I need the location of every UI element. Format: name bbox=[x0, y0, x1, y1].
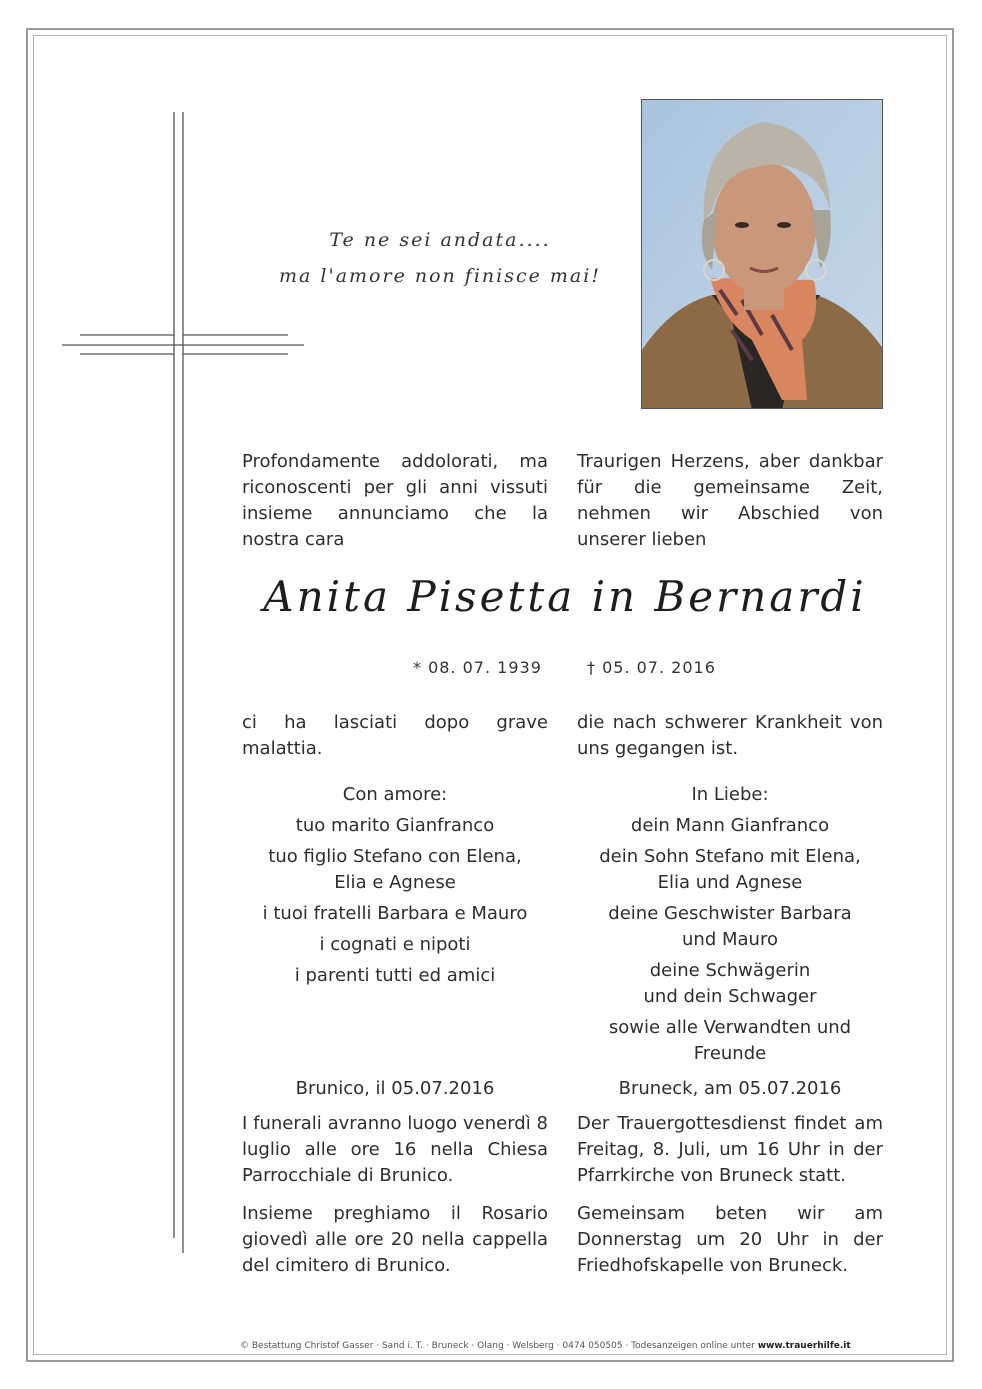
mourners-it bbox=[242, 782, 548, 989]
mourner-line: sowie alle Verwandten und bbox=[608, 1017, 852, 1038]
mourner-line: deine Geschwister Barbara bbox=[608, 903, 852, 924]
motto-line-2: ma l'amore non finisce mai! bbox=[279, 265, 601, 287]
mourner-line: und Mauro bbox=[682, 929, 778, 950]
passing-it: ci ha lasciati dopo grave malattia. bbox=[242, 712, 548, 759]
birth-date: * 08. 07. 1939 bbox=[413, 658, 542, 677]
mourner-line: Elia und Agnese bbox=[657, 872, 803, 893]
rosary-de: Gemeinsam beten wir am Donnerstag um 20 Uhr in der Friedhofskapelle von Bruneck. bbox=[577, 1203, 883, 1276]
death-date: † 05. 07. 2016 bbox=[587, 658, 716, 677]
mourner-line: i parenti tutti ed amici bbox=[294, 965, 496, 986]
place-date-it: Brunico, il 05.07.2016 bbox=[295, 1078, 495, 1099]
mourners-de bbox=[577, 782, 883, 1067]
mourner-line: i tuoi fratelli Barbara e Mauro bbox=[262, 903, 528, 924]
motto-line-1: Te ne sei andata.... bbox=[329, 229, 551, 251]
deceased-name: Anita Pisetta in Bernardi bbox=[263, 572, 867, 621]
rosary-it: Insieme preghiamo il Rosario giovedì alle ore 20 nella cappella del cimitero di Brunico. bbox=[242, 1203, 548, 1276]
mourner-line: dein Sohn Stefano mit Elena, bbox=[599, 846, 861, 867]
mourner-line: i cognati e nipoti bbox=[319, 934, 471, 955]
intro-it: Profondamente addolorati, ma riconoscenti per gli anni vissuti insieme annunciamo che la nostra cara bbox=[242, 451, 548, 550]
footer bbox=[240, 1341, 900, 1351]
mourner-line: tuo figlio Stefano con Elena, bbox=[268, 846, 522, 867]
funeral-it: I funerali avranno luogo venerdì 8 luglio alle ore 16 nella Chiesa Parrocchiale di Brunico. bbox=[242, 1113, 548, 1186]
footer-text: © Bestattung Christof Gasser · Sand i. T. · Bruneck · Olang · Welsberg · 0474 050505 · Todesanzeigen online unter bbox=[240, 1341, 755, 1351]
place-date-de: Bruneck, am 05.07.2016 bbox=[618, 1078, 842, 1099]
mourner-line: dein Mann Gianfranco bbox=[630, 815, 830, 836]
mourner-line: tuo marito Gianfranco bbox=[295, 815, 495, 836]
funeral-de: Der Trauergottesdienst findet am Freitag, 8. Juli, um 16 Uhr in der Pfarrkirche von Bruneck statt. bbox=[577, 1113, 883, 1186]
footer-website-link[interactable]: www.trauerhilfe.it bbox=[757, 1341, 851, 1351]
mourner-line: Freunde bbox=[693, 1043, 767, 1064]
portrait-photo bbox=[641, 99, 883, 409]
passing-de: die nach schwerer Krankheit von uns gegangen ist. bbox=[577, 712, 883, 759]
intro-de: Traurigen Herzens, aber dankbar für die gemeinsame Zeit, nehmen wir Abschied von unserer lieben bbox=[577, 451, 883, 550]
mourner-line: Elia e Agnese bbox=[334, 872, 456, 893]
mourner-line: deine Schwägerin bbox=[649, 960, 811, 981]
mourner-line: und dein Schwager bbox=[643, 986, 817, 1007]
mourners-heading-it: Con amore: bbox=[342, 784, 448, 805]
motto bbox=[260, 222, 620, 294]
mourners-heading-de: In Liebe: bbox=[691, 784, 769, 805]
